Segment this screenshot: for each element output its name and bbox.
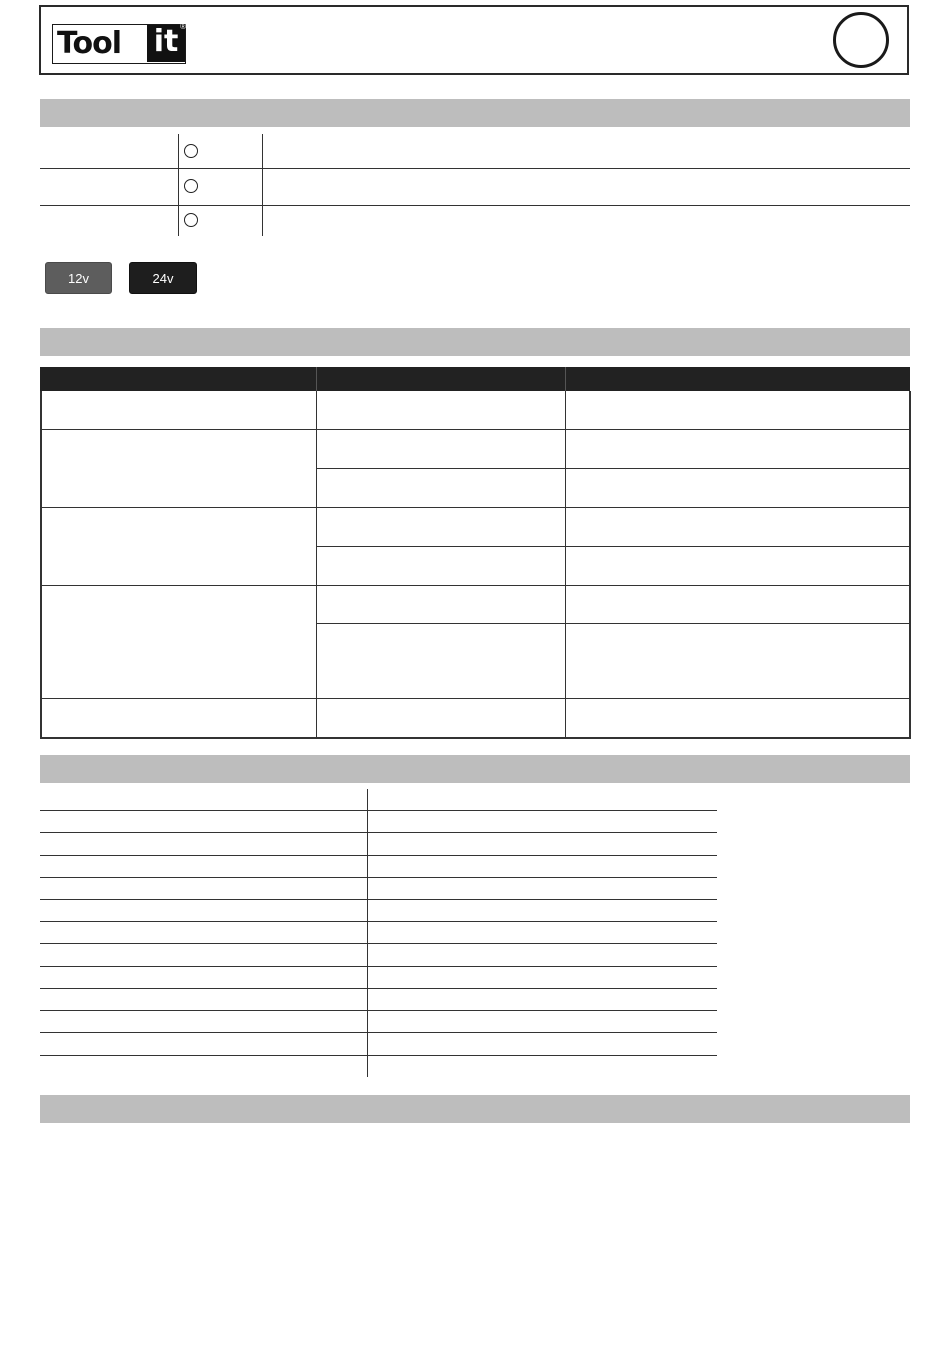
section-bar-2: [40, 328, 910, 356]
spec-row-line: [40, 832, 717, 833]
logo-trademark: ®: [180, 22, 186, 31]
language-circle-icon: [833, 12, 889, 68]
section-bar-4: [40, 1095, 910, 1123]
table-header-divider: [316, 367, 317, 391]
spec-row-line: [40, 810, 717, 811]
option-radio-1[interactable]: [184, 144, 198, 158]
brand-logo: [52, 24, 186, 64]
row-divider: [40, 168, 910, 169]
logo-it-mark: it: [147, 25, 185, 62]
voltage-24v-button[interactable]: 24v: [129, 262, 197, 294]
table-header-divider: [565, 367, 566, 391]
spec-row-line: [40, 988, 717, 989]
spec-row-line: [40, 943, 717, 944]
spec-row-line: [40, 855, 717, 856]
table-column-line: [316, 391, 317, 738]
section-bar-3: [40, 755, 910, 783]
row-divider: [40, 205, 910, 206]
table-row-line: [40, 507, 910, 508]
spec-row-line: [40, 1032, 717, 1033]
spec-row-line: [40, 877, 717, 878]
table-row-line: [40, 429, 910, 430]
spec-row-line: [40, 966, 717, 967]
table-header-row: [40, 367, 910, 391]
voltage-12v-button[interactable]: 12v: [45, 262, 112, 294]
spec-row-line: [40, 921, 717, 922]
table-column-line: [565, 391, 566, 738]
spec-row-line: [40, 899, 717, 900]
column-divider: [178, 134, 179, 236]
table-border-left: [40, 391, 42, 738]
table-subrow-line: [316, 468, 910, 469]
spec-row-line: [40, 1010, 717, 1011]
table-subrow-line: [316, 546, 910, 547]
spec-row-line: [40, 1055, 717, 1056]
table-border-right: [909, 391, 911, 738]
section-bar-1: [40, 99, 910, 127]
column-divider: [262, 134, 263, 236]
option-radio-2[interactable]: [184, 179, 198, 193]
table-border-bottom: [40, 737, 911, 739]
table-row-line: [40, 585, 910, 586]
table-row-line: [40, 698, 910, 699]
option-radio-3[interactable]: [184, 213, 198, 227]
table-subrow-line: [316, 623, 910, 624]
logo-wordmark: Tool: [57, 26, 121, 61]
